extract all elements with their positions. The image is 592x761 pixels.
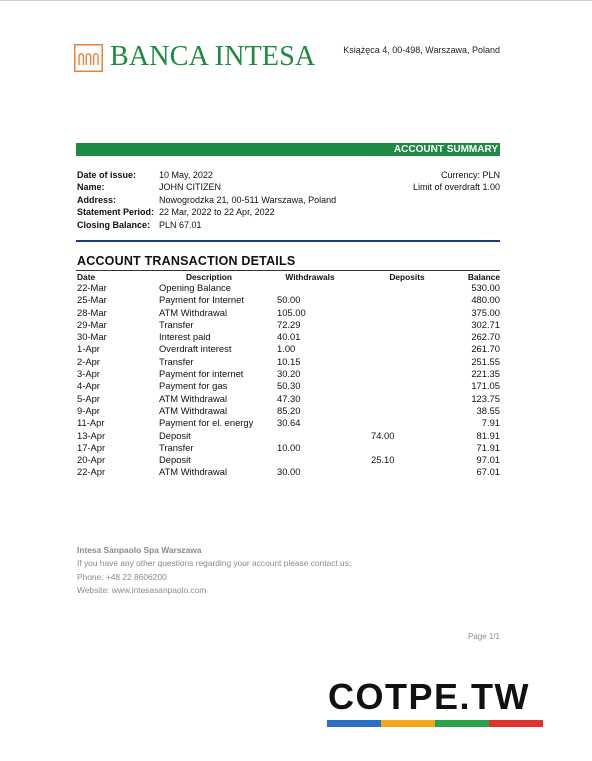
- footer-phone: Phone: +48 22 8606200: [77, 571, 167, 582]
- transactions-table: [77, 271, 500, 479]
- table-row: [77, 307, 500, 319]
- cell-date: 25-Mar: [77, 294, 107, 306]
- cell-deposits: [361, 405, 453, 417]
- value-statement-period: 22 Mar, 2022 to 22 Apr, 2022: [159, 207, 275, 218]
- cell-deposits: [361, 282, 453, 294]
- table-row: [77, 343, 500, 355]
- cell-description: ATM Withdrawal: [159, 404, 228, 416]
- watermark-bar-blue: [327, 720, 381, 727]
- cell-date: 22-Mar: [77, 282, 107, 293]
- intesa-arches-icon: [74, 44, 103, 77]
- overdraft-limit: Limit of overdraft 1.00: [412, 182, 500, 193]
- account-summary-bar: [76, 143, 500, 156]
- cell-deposits: [361, 343, 453, 355]
- label-closing-balance: Closing Balance:: [77, 219, 151, 230]
- cell-date: 22-Apr: [77, 466, 106, 478]
- cell-withdrawals: 1.00: [277, 343, 296, 355]
- cell-description: Interest paid: [159, 331, 211, 343]
- table-row: [77, 294, 500, 306]
- cell-description: Transfer: [159, 318, 194, 330]
- summary-values: [159, 169, 336, 231]
- table-row: [77, 380, 500, 392]
- cell-deposits: [361, 442, 453, 454]
- label-name: Name:: [77, 182, 105, 193]
- footer-contact-note: If you have any other questions regarding your account please contact us:: [77, 558, 352, 569]
- footer-contact: [77, 544, 351, 597]
- cell-deposits: [361, 380, 453, 392]
- top-divider: [0, 0, 592, 1]
- cell-withdrawals: 40.01: [277, 331, 301, 343]
- cell-withdrawals: 30.20: [277, 368, 301, 380]
- currency-block: [413, 169, 500, 194]
- cell-balance: 171.05: [471, 380, 500, 392]
- cell-deposits: 25.10: [371, 454, 395, 466]
- cell-description: Transfer: [159, 355, 194, 367]
- cell-balance: 81.91: [476, 429, 500, 441]
- cell-deposits: [361, 356, 453, 368]
- cell-date: 29-Mar: [77, 318, 107, 330]
- watermark-bar-red: [489, 720, 543, 727]
- cell-balance: 123.75: [471, 392, 500, 404]
- label-address: Address:: [77, 194, 117, 205]
- header-description: Description: [185, 271, 233, 282]
- cell-withdrawals: 10.15: [277, 355, 301, 367]
- table-header-row: [77, 271, 500, 282]
- cell-description: Payment for gas: [159, 380, 228, 392]
- cell-deposits: [361, 307, 453, 319]
- cell-deposits: [361, 319, 453, 331]
- cell-date: 4-Apr: [77, 380, 100, 392]
- cell-balance: 97.01: [476, 454, 500, 466]
- footer-company: Intesa Sanpaolo Spa Warszawa: [77, 545, 202, 555]
- cell-withdrawals: 85.20: [277, 404, 301, 416]
- cell-description: Payment for internet: [159, 368, 244, 380]
- cell-deposits: [361, 331, 453, 343]
- cell-date: 13-Apr: [77, 429, 106, 441]
- cell-withdrawals: [259, 454, 361, 466]
- table-row: [77, 282, 500, 294]
- cell-balance: 261.70: [471, 343, 500, 355]
- cell-deposits: [361, 417, 453, 429]
- account-summary-title: ACCOUNT SUMMARY: [393, 144, 498, 155]
- cell-balance: 7.91: [481, 417, 500, 429]
- label-date-of-issue: Date of issue:: [77, 170, 137, 180]
- cell-balance: 67.01: [476, 466, 500, 478]
- cell-balance: 302.71: [471, 318, 500, 330]
- watermark-text: COTPE.TW: [328, 676, 530, 717]
- cell-withdrawals: 50.00: [277, 294, 301, 306]
- value-closing-balance: PLN 67.01: [159, 219, 202, 230]
- cell-description: ATM Withdrawal: [159, 306, 228, 318]
- footer-website: Website: www.intesasanpaolo.com: [77, 584, 207, 595]
- cell-description: Payment for el. energy: [159, 417, 254, 429]
- watermark-bar-green: [435, 720, 489, 727]
- table-header-divider: [76, 270, 500, 271]
- cell-withdrawals: 10.00: [277, 441, 301, 453]
- table-row: [77, 319, 500, 331]
- cell-date: 1-Apr: [77, 343, 100, 355]
- header-balance: Balance: [467, 271, 500, 282]
- table-row: [77, 417, 500, 429]
- cell-deposits: [361, 466, 453, 478]
- cell-withdrawals: [259, 282, 361, 294]
- currency: Currency: PLN: [440, 170, 500, 180]
- cell-description: ATM Withdrawal: [159, 466, 228, 478]
- header-deposits: Deposits: [389, 271, 425, 282]
- watermark-bar-orange: [381, 720, 435, 727]
- table-row: [77, 331, 500, 343]
- cell-date: 2-Apr: [77, 355, 100, 367]
- transaction-details-title: ACCOUNT TRANSACTION DETAILS: [77, 254, 296, 268]
- cell-deposits: 74.00: [371, 429, 395, 441]
- cell-description: Transfer: [159, 441, 194, 453]
- value-date-of-issue: 10 May, 2022: [159, 170, 213, 180]
- cell-description: Payment for Internet: [159, 294, 244, 306]
- table-row: [77, 393, 500, 405]
- cell-balance: 221.35: [471, 368, 500, 380]
- cell-deposits: [361, 393, 453, 405]
- cell-deposits: [361, 294, 453, 306]
- cell-date: 5-Apr: [77, 392, 100, 404]
- cell-description: Overdraft interest: [159, 343, 232, 355]
- table-row: [77, 368, 500, 380]
- cell-withdrawals: 105.00: [277, 306, 306, 318]
- cell-balance: 251.55: [471, 355, 500, 367]
- cell-date: 30-Mar: [77, 331, 107, 343]
- bank-address: Książęca 4, 00-498, Warszawa, Poland: [343, 45, 500, 55]
- cell-date: 3-Apr: [77, 368, 100, 380]
- section-divider: [76, 240, 500, 242]
- cell-withdrawals: 50.30: [277, 380, 301, 392]
- cell-withdrawals: 30.64: [277, 417, 301, 429]
- cell-balance: 262.70: [471, 331, 500, 343]
- page-number: Page 1/1: [467, 632, 500, 641]
- cell-description: Deposit: [159, 454, 191, 466]
- cell-balance: 480.00: [471, 294, 500, 306]
- cell-withdrawals: 47.30: [277, 392, 301, 404]
- cell-deposits: [361, 368, 453, 380]
- summary-labels: [77, 169, 154, 231]
- table-row: [77, 405, 500, 417]
- table-row: [77, 466, 500, 478]
- cell-date: 17-Apr: [77, 441, 106, 453]
- table-row: [77, 430, 500, 442]
- cell-date: 20-Apr: [77, 454, 106, 466]
- cell-date: 9-Apr: [77, 404, 100, 416]
- cell-balance: 38.55: [476, 404, 500, 416]
- table-row: [77, 454, 500, 466]
- cell-balance: 71.91: [476, 441, 500, 453]
- cell-balance: 375.00: [471, 306, 500, 318]
- value-address: Nowogrodzka 21, 00-511 Warszawa, Poland: [159, 194, 337, 205]
- cell-withdrawals: 72.29: [277, 318, 301, 330]
- cell-balance: 530.00: [471, 282, 500, 293]
- table-row: [77, 356, 500, 368]
- value-name: JOHN CITIZEN: [159, 182, 221, 193]
- header-date: Date: [77, 271, 96, 282]
- cell-date: 28-Mar: [77, 306, 107, 318]
- table-row: [77, 442, 500, 454]
- watermark-color-bar: [327, 720, 543, 727]
- cell-date: 11-Apr: [77, 417, 105, 429]
- cell-description: ATM Withdrawal: [159, 392, 228, 404]
- cell-description: Opening Balance: [159, 282, 231, 293]
- label-statement-period: Statement Period:: [77, 207, 155, 218]
- cell-description: Deposit: [159, 429, 191, 441]
- header-withdrawals: Withdrawals: [285, 271, 335, 282]
- cell-withdrawals: [259, 430, 361, 442]
- bank-name: BANCA INTESA: [110, 41, 316, 72]
- cell-withdrawals: 30.00: [277, 466, 301, 478]
